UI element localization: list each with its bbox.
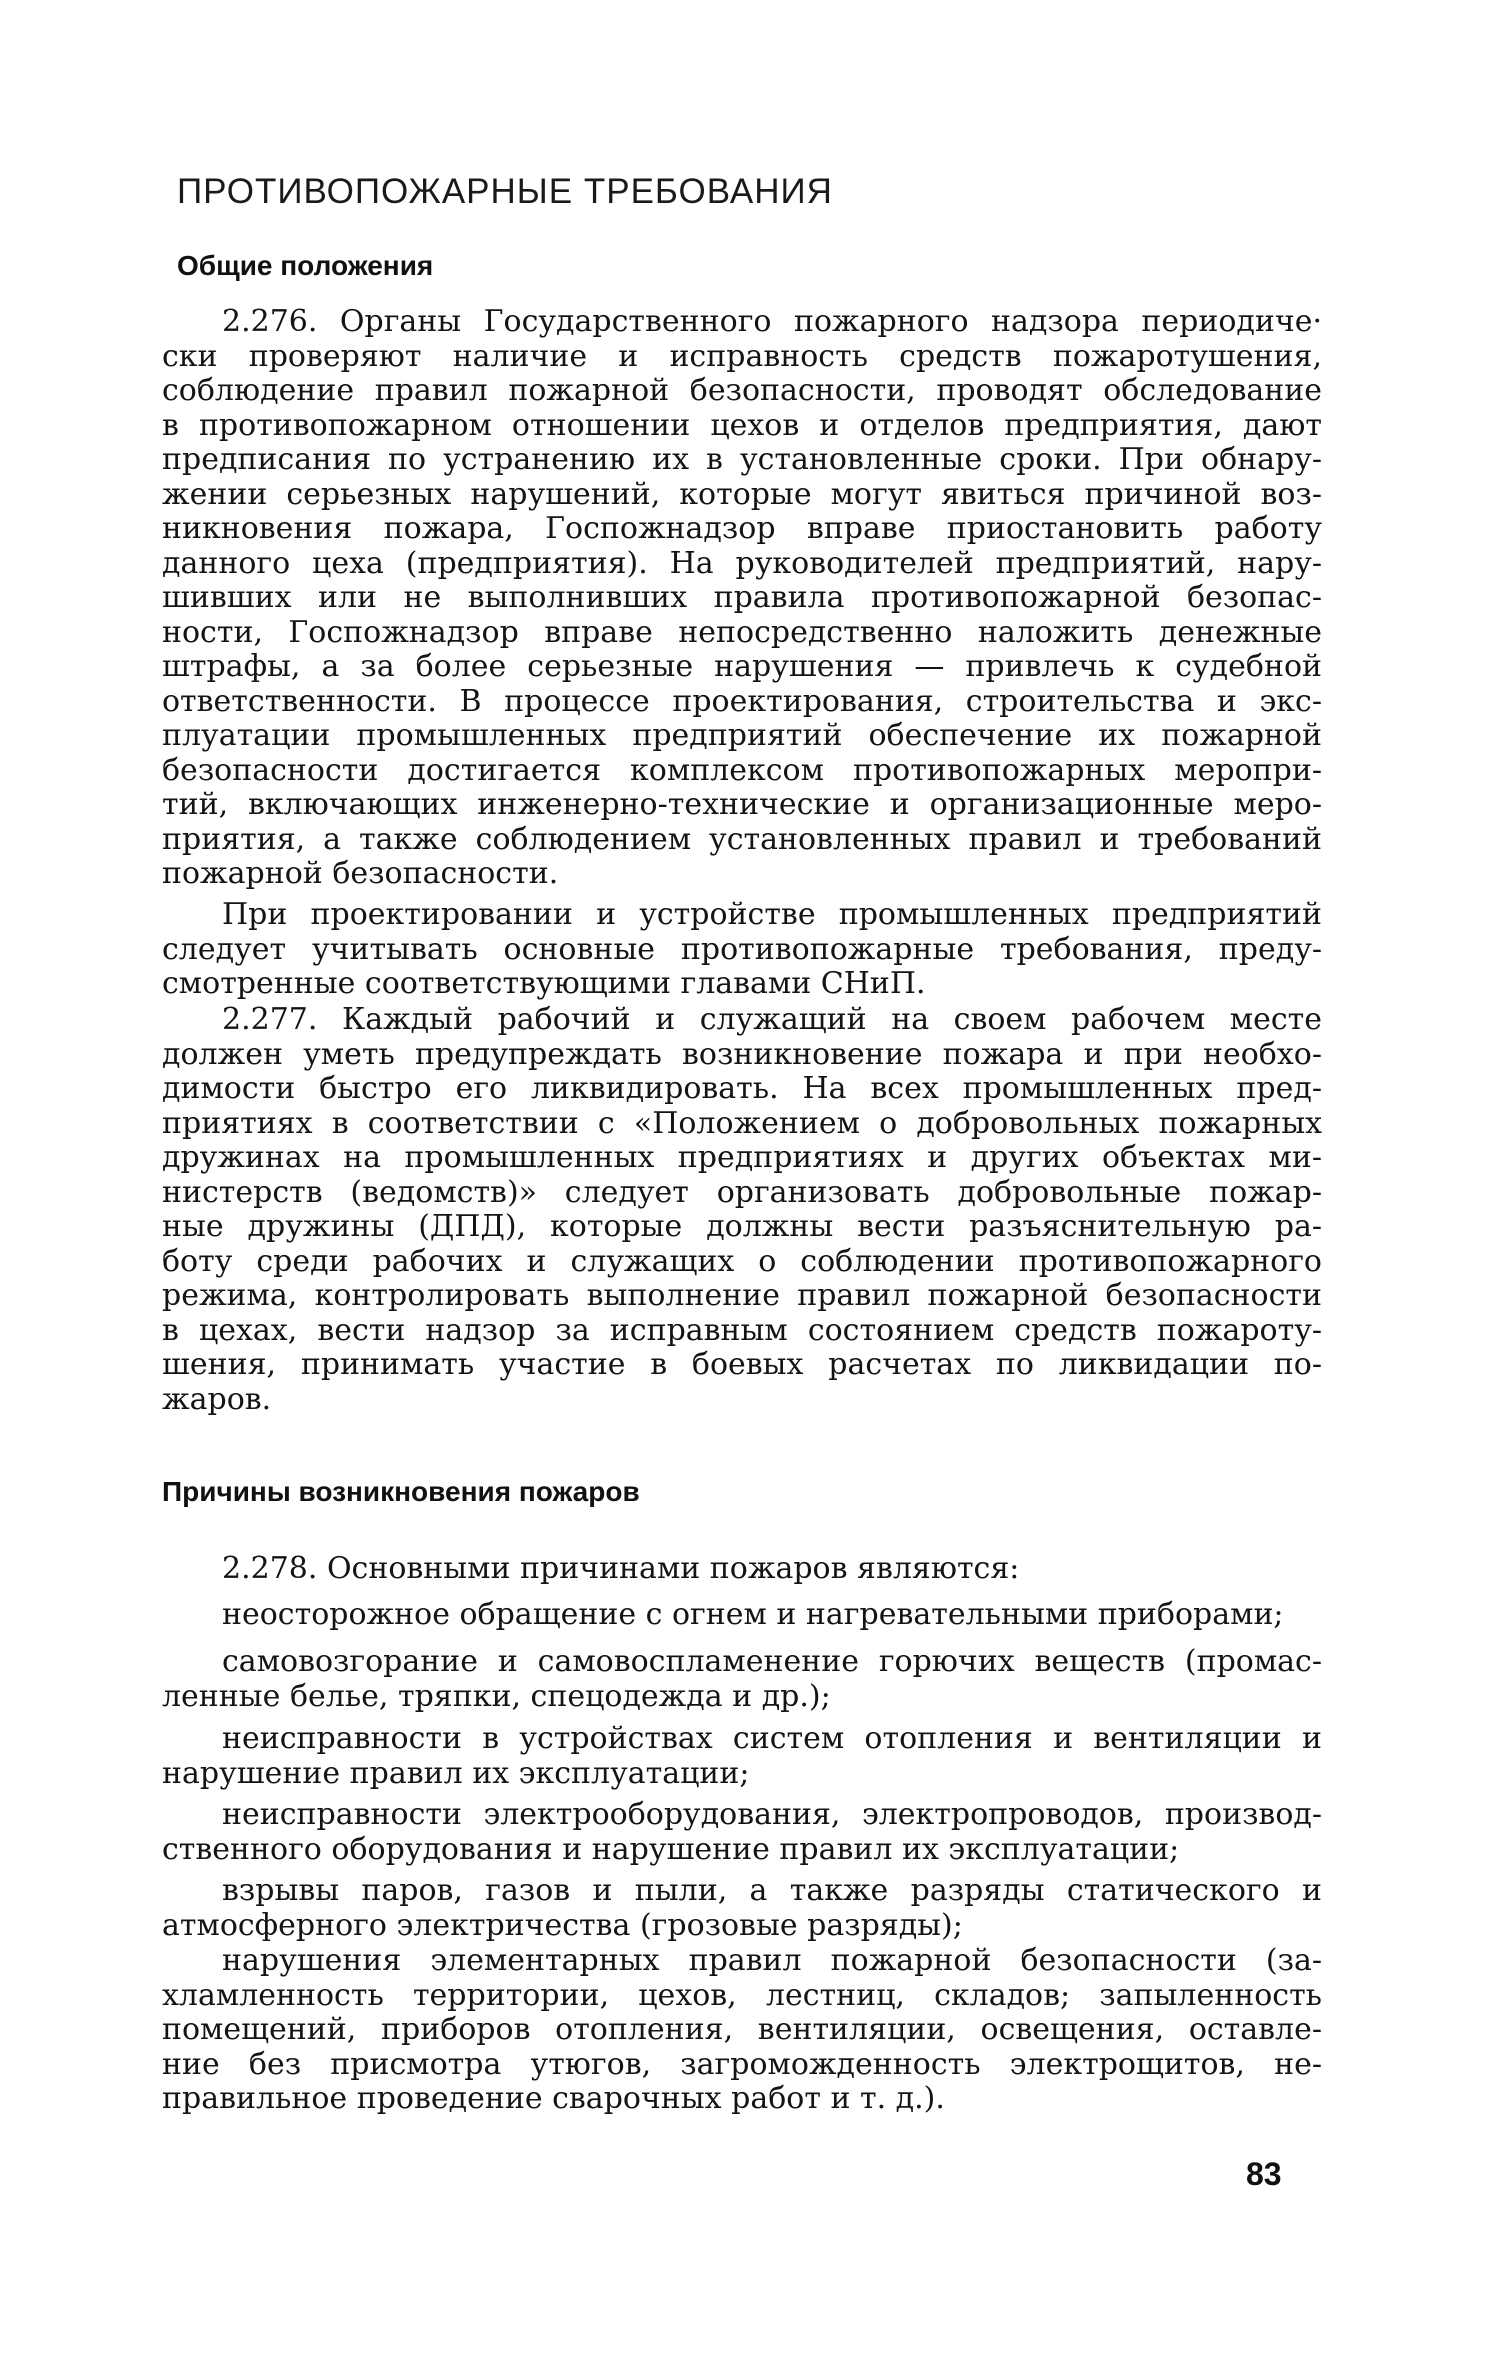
cause-item-5 xyxy=(162,1874,1322,1943)
text-line: никновения пожара, Госпожнадзор вправе приостановить работу xyxy=(162,511,1322,546)
text-line: боту среди рабочих и служащих о соблюдении противопожарного xyxy=(162,1243,1322,1279)
text-line: неисправности электрооборудования, электропроводов, производ- xyxy=(222,1797,1322,1832)
text-line: плуатации промышленных предприятий обеспечение их пожарной xyxy=(162,718,1322,753)
text-line: смотренные соответствующими главами СНиП. xyxy=(162,966,926,1001)
text-line: дружинах на промышленных предприятиях и других объектах ми- xyxy=(162,1140,1322,1175)
text-line: ленные белье, тряпки, спецодежда и др.); xyxy=(162,1678,831,1714)
text-line: предписания по устранению их в установленные сроки. При обнару- xyxy=(162,442,1322,477)
text-line: 2.278. Основными причинами пожаров являются: xyxy=(222,1551,1020,1586)
section-heading-general: Общие положения xyxy=(177,250,434,281)
text-line: режима, контролировать выполнение правил пожарной безопасности xyxy=(162,1278,1322,1313)
cause-item-3 xyxy=(162,1722,1322,1791)
cause-item-4 xyxy=(162,1798,1322,1867)
text-line: взрывы паров, газов и пыли, а также разряды статического и xyxy=(222,1873,1322,1908)
text-line: нарушение правил их эксплуатации; xyxy=(162,1755,750,1791)
page-title: ПРОТИВОПОЖАРНЫЕ ТРЕБОВАНИЯ xyxy=(177,172,833,211)
text-line: димости быстро его ликвидировать. На всех промышленных пред- xyxy=(162,1071,1322,1106)
text-line: ние без присмотра утюгов, загроможденность электрощитов, не- xyxy=(162,2046,1322,2082)
text-line: шивших или не выполнивших правила противопожарной безопас- xyxy=(162,580,1322,615)
text-line: 2.276. Органы Государственного пожарного надзора периодиче· xyxy=(222,304,1322,339)
text-line: должен уметь предупреждать возникновение пожара и при необхо- xyxy=(162,1036,1322,1072)
text-line: данного цеха (предприятия). На руководителей предприятий, нару- xyxy=(162,545,1322,581)
text-line: безопасности достигается комплексом противопожарных меропри- xyxy=(162,752,1322,788)
text-line: приятиях в соответствии с «Положением о добровольных пожарных xyxy=(162,1105,1322,1141)
text-line: приятия, а также соблюдением установленных правил и требований xyxy=(162,821,1322,857)
text-line: хламленность территории, цехов, лестниц, складов; запыленность xyxy=(162,1977,1322,2013)
text-line: правильное проведение сварочных работ и т. д.). xyxy=(162,2081,945,2116)
cause-item-6 xyxy=(162,1944,1322,2117)
paragraph-2-276 xyxy=(162,305,1322,892)
text-line: нарушения элементарных правил пожарной безопасности (за- xyxy=(222,1943,1322,1978)
text-line: соблюдение правил пожарной безопасности, проводят обследование xyxy=(162,373,1322,408)
text-line: неисправности в устройствах систем отопления и вентиляции и xyxy=(222,1721,1322,1756)
text-line: самовозгорание и самовоспламенение горючих веществ (промас- xyxy=(222,1644,1322,1679)
cause-item-2 xyxy=(162,1645,1322,1714)
paragraph-2-276-continued xyxy=(162,898,1322,1002)
text-line: в цехах, вести надзор за исправным состоянием средств пожароту- xyxy=(162,1312,1322,1348)
text-line: шения, принимать участие в боевых расчетах по ликвидации по- xyxy=(162,1347,1322,1382)
paragraph-2-278-intro xyxy=(162,1552,1322,1587)
section-heading-fire-causes: Причины возникновения пожаров xyxy=(162,1476,640,1507)
text-line: нистерств (ведомств)» следует организовать добровольные пожар- xyxy=(162,1174,1322,1210)
cause-item-1 xyxy=(162,1598,1322,1633)
text-line: ответственности. В процессе проектирования, строительства и экс- xyxy=(162,683,1322,719)
text-line: помещений, приборов отопления, вентиляции, освещения, оставле- xyxy=(162,2012,1322,2047)
text-line: следует учитывать основные противопожарные требования, преду- xyxy=(162,931,1322,967)
text-line: ные дружины (ДПД), которые должны вести разъяснительную ра- xyxy=(162,1209,1322,1244)
text-line: 2.277. Каждый рабочий и служащий на своем рабочем месте xyxy=(222,1002,1322,1037)
text-line: тий, включающих инженерно-технические и организационные меро- xyxy=(162,787,1322,822)
text-line: При проектировании и устройстве промышленных предприятий xyxy=(222,897,1322,932)
text-line: ности, Госпожнадзор вправе непосредственно наложить денежные xyxy=(162,614,1322,650)
text-line: жаров. xyxy=(162,1381,272,1417)
text-line: в противопожарном отношении цехов и отделов предприятия, дают xyxy=(162,407,1322,443)
page-number: 83 xyxy=(1246,2156,1282,2192)
text-line: пожарной безопасности. xyxy=(162,856,559,891)
paragraph-2-277 xyxy=(162,1003,1322,1417)
text-line: неосторожное обращение с огнем и нагревательными приборами; xyxy=(222,1597,1284,1632)
text-line: атмосферного электричества (грозовые разряды); xyxy=(162,1907,963,1943)
text-line: штрафы, а за более серьезные нарушения — привлечь к судебной xyxy=(162,649,1322,684)
text-line: жении серьезных нарушений, которые могут явиться причиной воз- xyxy=(162,476,1322,512)
text-line: ски проверяют наличие и исправность средств пожаротушения, xyxy=(162,338,1322,374)
text-line: ственного оборудования и нарушение правил их эксплуатации; xyxy=(162,1831,1180,1867)
